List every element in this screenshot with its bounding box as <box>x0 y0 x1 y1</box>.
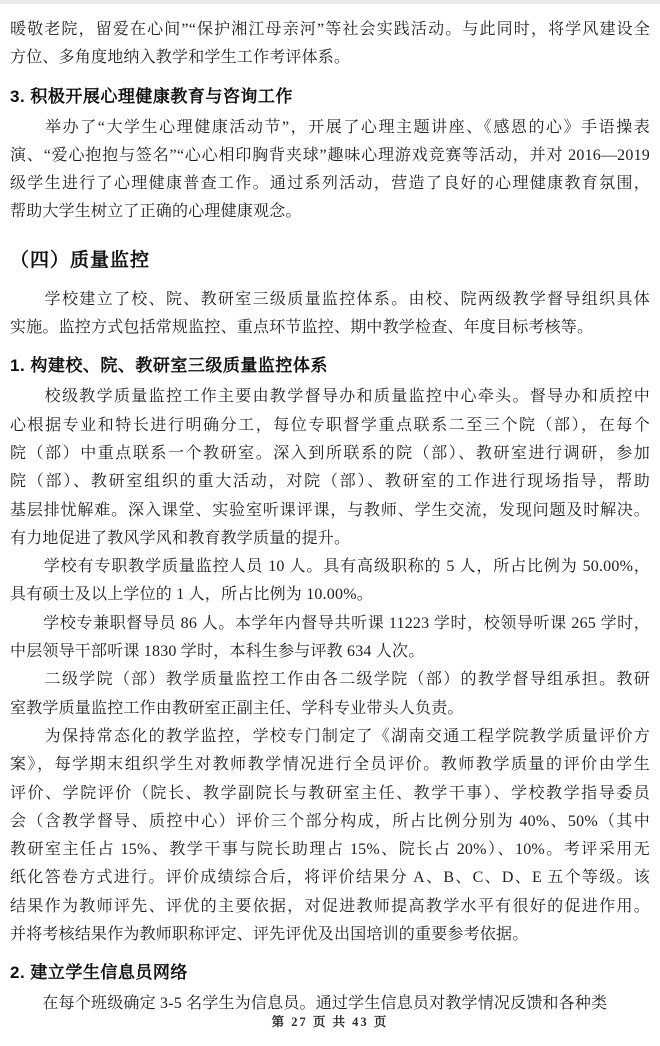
text-line: 案》，每学期末组织学生对教师教学情况进行全员评价。教师教学质量的评价由学生 <box>10 756 650 774</box>
text-line: 基层排忧解难。深入课堂、实验室听课评课，与教师、学生交流，发现问题及时解决。 <box>10 501 650 519</box>
text-line: 帮助大学生树立了正确的心理健康观念。 <box>10 203 302 221</box>
text-line: 暖敬老院，留爱在心间”“保护湘江母亲河”等社会实践活动。与此同时，将学风建设全 <box>10 21 650 38</box>
paragraph-monitor-staff <box>10 553 650 610</box>
text-line: 举办了“大学生心理健康活动节”，开展了心理主题讲座、《感恩的心》手语操表 <box>10 118 650 136</box>
paragraph-social-practice <box>10 16 650 73</box>
text-line: 室教学质量监控工作由教研室正副主任、学科专业带头人负责。 <box>10 699 464 717</box>
paragraph-evaluation-scheme <box>10 723 650 949</box>
text-line: 为保持常态化的教学监控，学校专门制定了《湖南交通工程学院教学质量评价方 <box>10 727 650 745</box>
text-line: 学校建立了校、院、教研室三级质量监控体系。由校、院两级教学督导组织具体 <box>10 290 650 308</box>
paragraph-quality-intro <box>10 286 650 343</box>
document-content <box>0 4 660 1019</box>
text-line: 教研室主任占 15%、教学干事与院长助理占 15%、院长占 20%）、10%。考评采用无 <box>10 841 650 859</box>
text-line: 在每个班级确定 3-5 名学生为信息员。通过学生信息员对教学情况反馈和各种类 <box>10 995 608 1013</box>
text-line: 具有硕士及以上学位的 1 人，所占比例为 10.00%。 <box>10 586 373 604</box>
text-line: 纸化答卷方式进行。评价成绩综合后，将评价结果分 A、B、C、D、E 五个等级。该 <box>10 869 650 887</box>
paragraph-school-level-monitoring <box>10 383 650 553</box>
text-line: 级学生进行了心理健康普查工作。通过系列活动，营造了良好的心理健康教育氛围， <box>10 175 650 193</box>
text-line: 会（含教学督导、质控中心）评价三个部分构成，所占比例分别为 40%、50%（其中 <box>10 812 650 830</box>
text-line: 评价、学院评价（院长、教学副院长与教研室主任、教学干事）、学校教学指导委员 <box>10 784 650 802</box>
text-line: 院（部）、教研室组织的重大活动，对院（部）、教研室的工作进行现场指导，帮助 <box>10 473 650 491</box>
heading-mental-health: 3. 积极开展心理健康教育与咨询工作 <box>10 86 293 106</box>
text-line: 二级学院（部）教学质量监控工作由各二级学院（部）的教学督导组承担。教研 <box>10 671 650 689</box>
paragraph-secondary-colleges <box>10 666 650 723</box>
text-line: 方位、多角度地纳入教学和学生工作考评体系。 <box>10 49 351 67</box>
heading-student-informants: 2. 建立学生信息员网络 <box>10 963 188 983</box>
text-line: 结果作为教师评先、评优的主要依据，对促进教师提高教学水平有很好的促进作用。 <box>10 897 650 915</box>
text-line: 实施。监控方式包括常规监控、重点环节监控、期中教学检查、年度目标考核等。 <box>10 319 594 337</box>
text-line: 院（部）中重点联系一个教研室。深入到所联系的院（部）、教研室进行调研，参加 <box>10 444 650 462</box>
text-line: 并将考核结果作为教师职称评定、评先评优及出国培训的重要参考依据。 <box>10 926 529 944</box>
paragraph-mental-health <box>10 114 650 227</box>
text-line: 学校有专职教学质量监控人员 10 人。具有高级职称的 5 人，所占比例为 50.00%， <box>10 558 650 576</box>
text-line: 心根据专业和特长进行明确分工，每位专职督学重点联系二至三个院（部），在每个 <box>10 416 650 434</box>
text-line: 校级教学质量监控工作主要由教学督导办和质量监控中心牵头。督导办和质控中 <box>10 388 650 406</box>
paragraph-supervisors <box>10 610 650 667</box>
text-line: 中层领导干部听课 1830 学时，本科生参与评教 634 人次。 <box>10 643 425 661</box>
heading-quality-monitoring-section: （四）质量监控 <box>10 249 151 271</box>
text-line: 演、“爱心抱抱与签名”“心心相印胸背夹球”趣味心理游戏竞赛等活动，并对 2016—2019 <box>10 146 650 164</box>
text-line: 有力地促进了教风学风和教育教学质量的提升。 <box>10 529 351 547</box>
heading-three-level-system: 1. 构建校、院、教研室三级质量监控体系 <box>10 356 328 376</box>
text-line: 学校专兼职督导员 86 人。本学年内督导共听课 11223 学时，校领导听课 265 学时， <box>10 614 650 632</box>
page-number-footer: 第 27 页 共 43 页 <box>271 1015 389 1029</box>
